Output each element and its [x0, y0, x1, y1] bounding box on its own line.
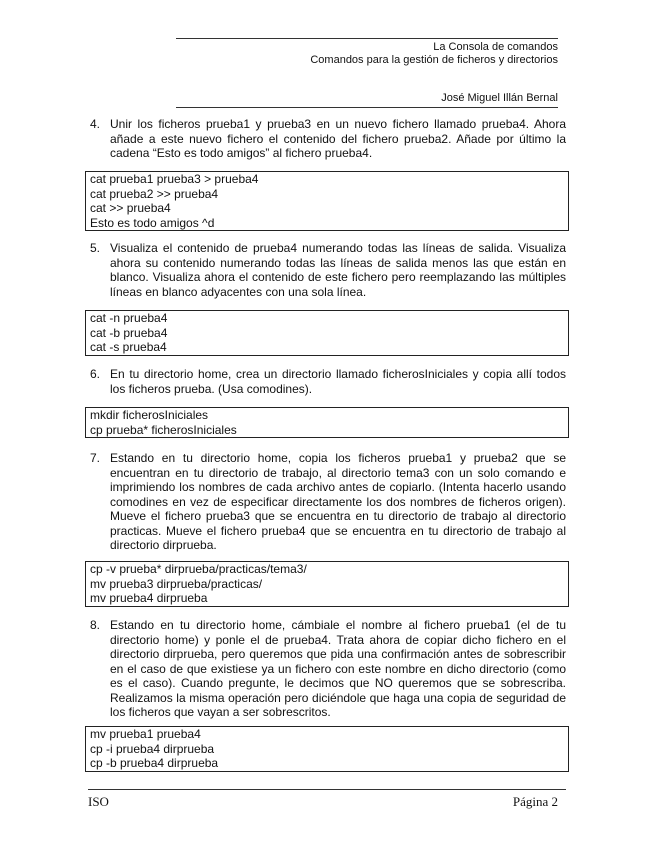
command-line: mkdir ficherosIniciales [90, 408, 209, 422]
exercise-text: Estando en tu directorio home, copia los ficheros prueba1 y prueba2 que se encuentran en tu directorio de trabajo, al directorio tema3 con un solo comando e imprimiendo los nombres de cada archivo antes de copiarlo. (Intenta hacerlo usando comodines en vez de especificar directamente los dos nombres de ficheros origen). Mueve el fichero prueba3 que se encuentra en tu directorio de trabajo al directorio practicas. Mueve el fichero prueba4 que se encuentra en tu directorio de trabajo al directorio dirprueba. [110, 451, 566, 552]
command-line: mv prueba3 dirprueba/practicas/ [90, 576, 263, 591]
exercise-number: 8. [90, 618, 101, 632]
command-box-4 [85, 171, 569, 231]
command-line: cp -v prueba* dirprueba/practicas/tema3/ [90, 562, 307, 576]
page-header [176, 38, 558, 67]
command-line: mv prueba1 prueba4 [90, 727, 201, 741]
header-title: La Consola de comandos [433, 41, 558, 53]
command-line: mv prueba4 dirprueba [90, 591, 208, 605]
command-line: Esto es todo amigos ^d [90, 215, 215, 230]
exercise-text: En tu directorio home, crea un directorio llamado ficherosIniciales y copia allí todos los ficheros prueba. (Usa comodines). [110, 367, 566, 396]
exercise-number: 6. [90, 367, 101, 381]
command-line: cat prueba2 >> prueba4 [90, 186, 219, 201]
command-line: cat >> prueba4 [90, 201, 171, 215]
exercise-number: 7. [90, 451, 101, 465]
command-line: cat -n prueba4 [90, 311, 168, 325]
footer-left: ISO [88, 794, 109, 809]
exercise-number: 4. [90, 117, 101, 131]
exercise-6 [90, 367, 566, 396]
exercise-7 [90, 451, 566, 553]
exercise-number: 5. [90, 241, 101, 255]
exercise-text: Estando en tu directorio home, cámbiale el nombre al fichero prueba1 (el de tu directorio home) y ponle el de prueba4. Trata ahora de copiar dicho fichero en el directorio dirprueba, pero queremos que pida una confirmación antes de sobrescribir en el caso de que existiese ya un fichero con este nombre en dicho directorio (como es el caso). Cuando pregunte, le decimos que NO queremos que se sobrescriba. Realizamos la misma operación pero diciéndole que haga una copia de seguridad de los ficheros que vayan a ser sobrescritos. [110, 618, 566, 719]
command-line: cat prueba1 prueba3 > prueba4 [90, 172, 259, 186]
command-line: cp -i prueba4 dirprueba [90, 741, 215, 756]
author-name: José Miguel Illán Bernal [176, 92, 558, 108]
command-line: cp prueba* ficherosIniciales [90, 422, 237, 437]
exercise-text: Visualiza el contenido de prueba4 numerando todas las líneas de salida. Visualiza ahora su contenido numerando todas las líneas de salida menos las que están en blanco. Visualiza ahora el contenido de este fichero pero reemplazando las múltiples líneas en blanco adyacentes con una sola línea. [110, 241, 566, 299]
page-footer [88, 789, 566, 810]
command-box-8 [85, 726, 569, 772]
command-line: cat -b prueba4 [90, 325, 168, 340]
page-number: Página 2 [512, 794, 558, 809]
exercise-5 [90, 241, 566, 299]
header-subtitle: Comandos para la gestión de ficheros y directorios [310, 54, 558, 66]
command-box-5 [85, 310, 569, 356]
command-box-6 [85, 407, 569, 438]
exercise-8 [90, 618, 566, 720]
exercise-4 [90, 117, 566, 161]
command-box-7 [85, 561, 569, 607]
command-line: cat -s prueba4 [90, 340, 167, 354]
exercise-text: Unir los ficheros prueba1 y prueba3 en un nuevo fichero llamado prueba4. Ahora añade a este nuevo fichero el contenido del fichero prueba2. Añade por último la cadena “Esto es todo amigos” al fichero prueba4. [110, 117, 566, 160]
command-line: cp -b prueba4 dirprueba [90, 756, 219, 770]
